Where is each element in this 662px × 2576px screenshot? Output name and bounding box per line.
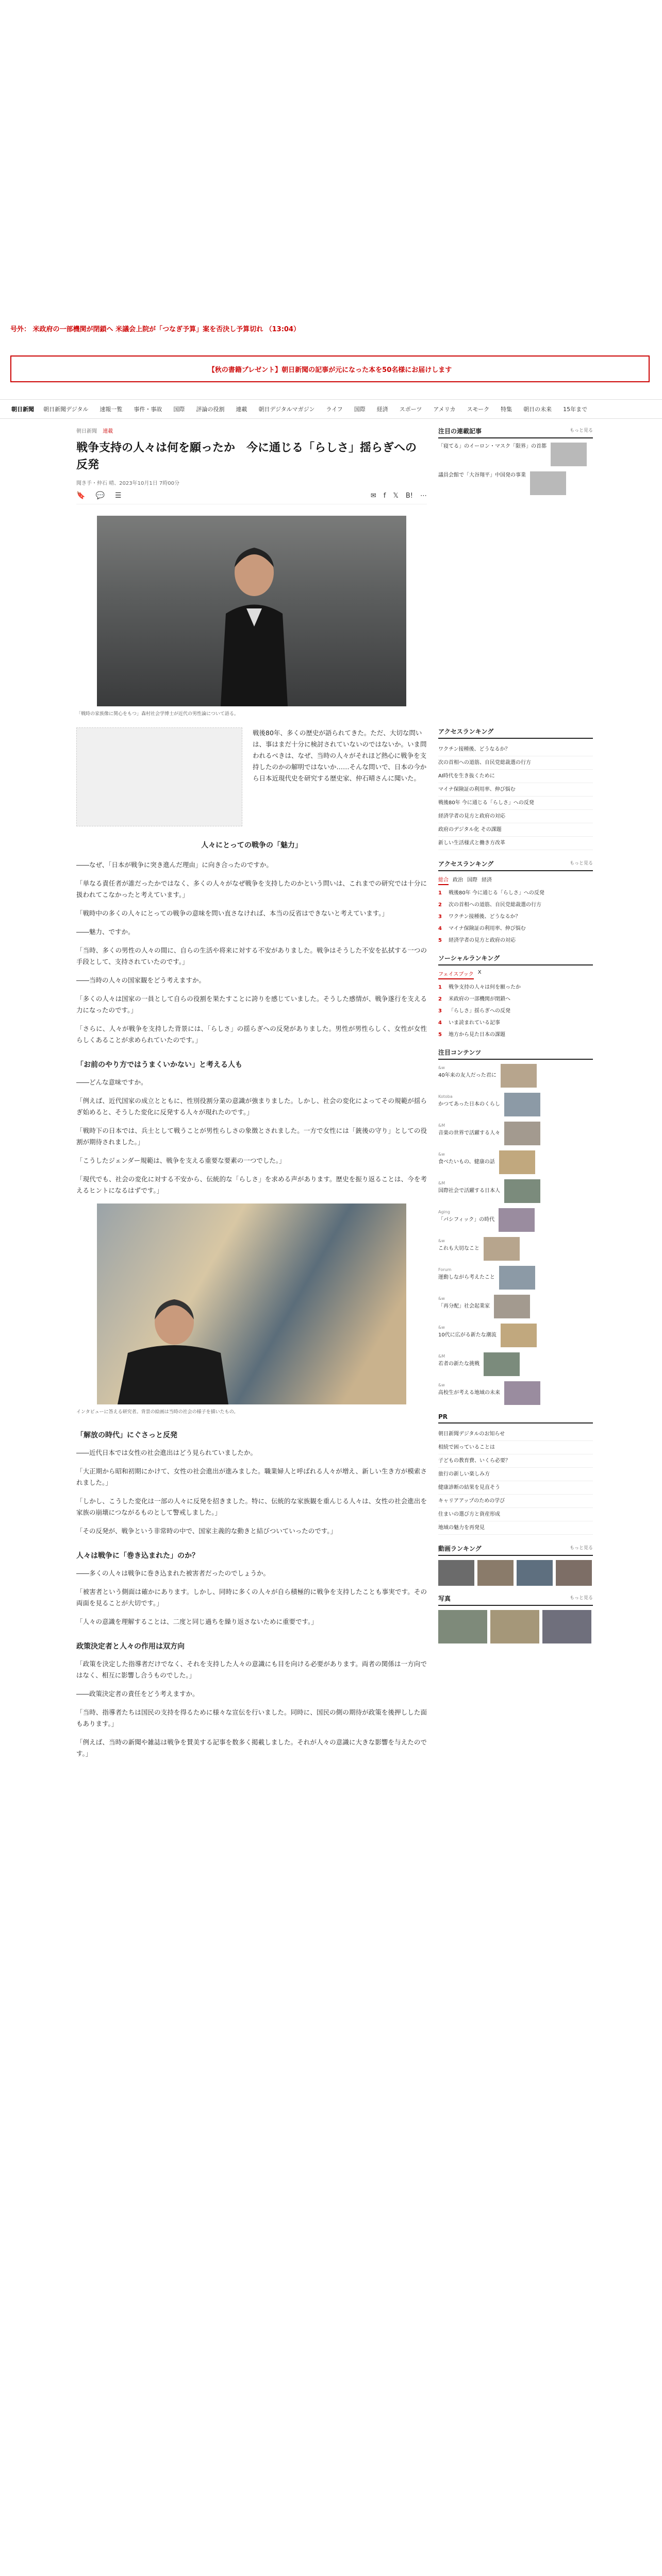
thumbnail — [499, 1208, 535, 1232]
heading-text: ソーシャルランキング — [438, 955, 500, 962]
paragraph: 「例えば、近代国家の成立とともに、性別役割分業の意識が強まりました。しかし、社会の変化によってその規範が揺らぎ始めると、そうした変化に反発する人々が現れたのです。」 — [76, 1097, 427, 1116]
list-item[interactable] — [438, 889, 593, 897]
nav-item[interactable]: 国際 — [354, 406, 366, 413]
list-item[interactable] — [438, 1007, 593, 1015]
social-tabs — [438, 970, 593, 979]
tab-facebook[interactable]: フェイスブック — [438, 970, 474, 979]
facebook-icon[interactable]: f — [383, 492, 386, 500]
content-title: これも大切なこと — [438, 1246, 479, 1251]
list-item[interactable] — [438, 995, 593, 1003]
nav-item[interactable]: 朝日新聞デジタル — [43, 406, 89, 413]
bookmark-icon[interactable]: 🔖 — [76, 492, 86, 500]
thumbnail — [504, 1179, 540, 1203]
paragraph: ――魅力、ですか。 — [76, 928, 135, 936]
heading-text: PR — [438, 1413, 448, 1420]
list-item[interactable]: 政府のデジタル化 その課題 — [438, 823, 593, 837]
content-source: &w — [438, 1065, 445, 1070]
lead-block — [76, 727, 427, 826]
content-source: &M — [438, 1123, 445, 1128]
list-item[interactable]: 朝日新聞デジタルのお知らせ — [438, 1428, 593, 1441]
list-item[interactable] — [438, 925, 593, 933]
rank-number: 1 — [438, 890, 442, 896]
item-text: 次の首相への道筋、自民党総裁選の行方 — [449, 902, 541, 908]
paragraph: ――近代日本では女性の社会進出はどう見られていましたか。 — [76, 1449, 257, 1456]
tab-economy[interactable]: 経済 — [482, 877, 492, 883]
paragraph: ――政策決定者の責任をどう考えますか。 — [76, 1690, 199, 1698]
nav-item[interactable]: 連載 — [236, 406, 247, 413]
nav-item[interactable]: スモーク — [467, 406, 490, 413]
list-item[interactable] — [438, 1031, 593, 1039]
list-item[interactable]: マイナ保険証の利用率、伸び悩む — [438, 783, 593, 796]
sidebar-heading — [438, 1594, 593, 1606]
content-source: &M — [438, 1181, 445, 1185]
list-item[interactable] — [438, 913, 593, 921]
content-source: &M — [438, 1354, 445, 1359]
nav-item[interactable]: 速報一覧 — [100, 406, 123, 413]
article-main — [76, 427, 427, 1767]
article-photo-2 — [97, 1204, 406, 1404]
rank-number: 1 — [438, 985, 442, 990]
paragraph: 「例えば、当時の新聞や雑誌は戦争を賛美する記事を数多く掲載しました。それが人々の意識に大きな影響を与えたのです。」 — [76, 1738, 427, 1757]
paragraph: 「政策を決定した指導者だけでなく、それを支持した人々の意識にも目を向ける必要があります。両者の関係は一方向ではなく、相互に影響し合うものでした。」 — [76, 1660, 427, 1679]
rank-number: 3 — [438, 914, 442, 920]
content-item[interactable] — [438, 1324, 593, 1347]
hatena-icon[interactable]: B! — [405, 492, 413, 500]
nav-item[interactable]: 朝日の未来 — [523, 406, 552, 413]
content-source: Forum — [438, 1267, 452, 1272]
ranking-list — [438, 743, 593, 850]
list-item[interactable]: 新しい生活様式と働き方改革 — [438, 837, 593, 850]
item-text: 戦後80年 今に通じる「らしさ」への反発 — [449, 890, 544, 896]
section-heading: 人々にとっての戦争の「魅力」 — [201, 841, 302, 850]
paragraph: 「さらに、人々が戦争を支持した背景には、「らしさ」の揺らぎへの反発がありました。男性が男性らしく、女性が女性らしくあることが求められていたのです。」 — [76, 1025, 427, 1044]
article-title: 戦争支持の人々は何を願ったか 今に通じる「らしさ」揺らぎへの反発 — [76, 441, 417, 471]
paragraph: 「大正期から昭和初期にかけて、女性の社会進出が進みました。職業婦人と呼ばれる人々が増え、新しい生き方が模索されました。」 — [76, 1467, 427, 1486]
video-thumbnails — [438, 1560, 593, 1586]
list-item[interactable]: 次の首相への道筋、自民党総裁選の行方 — [438, 756, 593, 770]
list-item[interactable] — [438, 1019, 593, 1027]
heading-text: アクセスランキング — [438, 728, 494, 735]
pr-list — [438, 1428, 593, 1535]
thumbnail — [501, 1324, 537, 1347]
heading-text: アクセスランキング — [438, 860, 494, 868]
paragraph: ――当時の人々の国家観をどう考えますか。 — [76, 976, 206, 984]
paragraph: ――多くの人々は戦争に巻き込まれた被害者だったのでしょうか。 — [76, 1569, 270, 1577]
content-item[interactable] — [438, 1150, 593, 1174]
content-title: 40年来の友人だった君に — [438, 1073, 496, 1078]
thumbnail — [499, 1150, 535, 1174]
photo-caption: 「戦時の家族像に関心をもつ」森村社会学博士が近代の男性論について語る。 — [76, 711, 239, 717]
ad-space — [76, 727, 242, 826]
thumbnail — [504, 1093, 540, 1116]
paragraph: 「被害者という側面は確かにあります。しかし、同時に多くの人々が自ら積極的に戦争を支持したことも事実です。その両面を見ることが大切です。」 — [76, 1588, 427, 1607]
person-figure-icon — [216, 536, 293, 706]
rank-number: 3 — [438, 1008, 442, 1014]
video-thumbnail[interactable] — [477, 1560, 514, 1586]
item-text: 米政府の一部機関が閉鎖へ — [449, 996, 510, 1002]
thumbnail — [551, 443, 587, 466]
item-text: 経済学者の見方と政府の対応 — [449, 938, 516, 943]
sidebar-heading — [438, 1413, 593, 1423]
item-text: ワクチン接種後、どうなるか？ — [449, 914, 521, 920]
sidebar-heading — [438, 954, 593, 965]
content-title: 「再分配」社会起業家 — [438, 1303, 490, 1309]
content-item[interactable] — [438, 1064, 593, 1088]
item-text: 地方から見た日本の課題 — [449, 1032, 505, 1038]
share-bar — [76, 492, 427, 504]
content-title: 運動しながら考えたこと — [438, 1275, 495, 1280]
paragraph: ――どんな意味ですか。 — [76, 1078, 147, 1086]
content-list — [438, 1064, 593, 1405]
thumbnail — [504, 1122, 540, 1145]
social-list — [438, 984, 593, 1039]
photo-thumbnail[interactable] — [542, 1610, 591, 1643]
thumbnail — [484, 1352, 520, 1376]
content-source: &w — [438, 1239, 445, 1243]
list-item[interactable] — [438, 984, 593, 991]
heading-text: 注目コンテンツ — [438, 1049, 482, 1056]
tab-world[interactable]: 国際 — [467, 877, 477, 883]
list-item[interactable]: キャリアアップのための学び — [438, 1495, 593, 1508]
content-item[interactable] — [438, 1352, 593, 1376]
sidebar — [438, 427, 593, 1643]
sidebar-heading — [438, 859, 593, 871]
nav-item[interactable]: ライフ — [326, 406, 343, 413]
breadcrumb-home[interactable]: 朝日新聞 — [76, 429, 97, 434]
content-title: 高校生が考える地域の未来 — [438, 1390, 500, 1396]
ad-space — [438, 500, 593, 727]
content-item[interactable] — [438, 1208, 593, 1232]
thumbnail — [499, 1266, 535, 1290]
content-item[interactable] — [438, 1122, 593, 1145]
x-icon[interactable]: 𝕏 — [393, 492, 399, 500]
list-item[interactable] — [438, 471, 593, 495]
list-item[interactable] — [438, 443, 593, 466]
main-nav — [0, 399, 662, 419]
byline: 聞き手・仲石 晴、2023年10月1日 7時00分 — [76, 481, 179, 486]
list-item[interactable] — [438, 937, 593, 944]
comment-icon[interactable]: 💬 — [95, 492, 105, 500]
breaking-news-bar[interactable]: 号外： 米政府の一部機関が閉鎖へ 米議会上院が「つなぎ予算」案を否決し予算切れ （13:04） — [10, 326, 300, 333]
breaking-time: （13:04） — [265, 326, 300, 333]
content-item[interactable] — [438, 1237, 593, 1261]
content-title: 「パシフィック」の時代 — [438, 1217, 495, 1223]
nav-item[interactable]: 朝日デジタルマガジン — [258, 406, 315, 413]
thumbnail — [501, 1064, 537, 1088]
paragraph: 「その反発が、戦争という非常時の中で、国家主義的な動きと結びついていったのです。」 — [76, 1527, 337, 1535]
rank-number: 4 — [438, 1020, 442, 1026]
rank-number: 5 — [438, 1032, 442, 1038]
breadcrumb — [76, 427, 427, 434]
heading-text: 動画ランキング — [438, 1545, 482, 1552]
rank-number: 5 — [438, 938, 442, 943]
tab-politics[interactable]: 政治 — [453, 877, 463, 883]
breaking-text: 米政府の一部機関が閉鎖へ 米議会上院が「つなぎ予算」案を否決し予算切れ — [32, 326, 263, 333]
list-item[interactable]: 経済学者の見方と政府の対応 — [438, 810, 593, 823]
thumbnail — [530, 471, 566, 495]
rank-number: 2 — [438, 902, 442, 908]
content-source: Kotoba — [438, 1094, 453, 1099]
item-text: マイナ保険証の利用率、伸び悩む — [449, 926, 526, 931]
video-thumbnail[interactable] — [556, 1560, 592, 1586]
list-item[interactable]: 子どもの教育費、いくら必要？ — [438, 1454, 593, 1468]
nav-item[interactable]: 事件・事故 — [134, 406, 162, 413]
content-title: 若者の新たな挑戦 — [438, 1361, 479, 1367]
paragraph: 「しかし、こうした変化は一部の人々に反発を招きました。特に、伝統的な家族観を重んじる人々は、女性の社会進出を家族の崩壊につながるものとして警戒しました。」 — [76, 1497, 427, 1516]
more-link[interactable]: もっと見る — [569, 428, 593, 433]
sidebar-heading — [438, 1544, 593, 1556]
nav-item[interactable]: 国際 — [173, 406, 185, 413]
item-text: 議員会館で「大谷翔平」中国発の事業 — [438, 472, 526, 478]
list-item[interactable] — [438, 901, 593, 909]
content-item[interactable] — [438, 1266, 593, 1290]
thumbnail — [494, 1295, 530, 1318]
content-item[interactable] — [438, 1093, 593, 1116]
photo-thumbnail[interactable] — [438, 1610, 487, 1643]
content-source: &w — [438, 1152, 445, 1157]
content-item[interactable] — [438, 1179, 593, 1203]
breaking-label: 号外 — [10, 326, 24, 333]
more-link[interactable]: もっと見る — [569, 1596, 593, 1601]
paragraph: 「人々の意識を理解することは、二度と同じ過ちを繰り返さないために重要です。」 — [76, 1618, 318, 1625]
content-source: Aging — [438, 1210, 450, 1214]
video-thumbnail[interactable] — [438, 1560, 474, 1586]
content-item[interactable] — [438, 1381, 593, 1405]
rank-number: 4 — [438, 926, 442, 931]
content-title: 10代に広がる新たな潮流 — [438, 1332, 496, 1338]
video-thumbnail[interactable] — [517, 1560, 553, 1586]
content-source: &w — [438, 1325, 445, 1330]
section-heading: 「お前のやり方ではうまくいかない」と考える人も — [76, 1061, 242, 1069]
nav-item[interactable]: 特集 — [501, 406, 512, 413]
content-title: 食べたいもの、健康の話 — [438, 1159, 495, 1165]
content-title: かつてあった日本のくらし — [438, 1101, 500, 1107]
paragraph: 「当時、多くの男性の人々の間に、自らの生活や将来に対する不安がありました。戦争はそうした不安を払拭する一つの手段として、支持されていたのです。」 — [76, 946, 427, 965]
heading-text: 注目の連載記事 — [438, 428, 482, 435]
campaign-banner[interactable] — [10, 355, 650, 382]
content-title: 国際社会で活躍する日本人 — [438, 1188, 500, 1194]
item-text: 戦争支持の人々は何を願ったか — [449, 985, 521, 990]
photo-caption: インタビューに答える研究者。背景の絵画は当時の社会の様子を描いたもの。 — [76, 1410, 239, 1415]
tab-x[interactable]: X — [477, 970, 482, 975]
campaign-text: 【秋の書籍プレゼント】朝日新聞の記事が元になった本を50名様にお届けします — [208, 366, 452, 374]
content-source: &w — [438, 1296, 445, 1301]
paragraph: 「こうしたジェンダー規範は、戦争を支える重要な要素の一つでした。」 — [76, 1157, 286, 1164]
nav-item[interactable]: スポーツ — [399, 406, 422, 413]
person-figure-icon — [97, 1291, 231, 1404]
sidebar-heading — [438, 1048, 593, 1060]
nav-brand[interactable]: 朝日新聞 — [11, 406, 34, 413]
content-source: &w — [438, 1383, 445, 1387]
thumbnail — [484, 1237, 520, 1261]
heading-text: 写真 — [438, 1595, 451, 1602]
paragraph: 「戦時中の多くの人々にとっての戦争の意味を問い直さなければ、本当の反省はできないと考えています。」 — [76, 909, 389, 917]
mail-icon[interactable]: ✉ — [370, 492, 376, 500]
list-item[interactable]: 戦後80年 今に通じる「らしさ」への反発 — [438, 796, 593, 810]
more-icon[interactable]: ⋯ — [420, 492, 427, 500]
paragraph: ――なぜ、「日本が戦争に突き進んだ理由」に向き合ったのですか。 — [76, 861, 273, 869]
more-link[interactable]: もっと見る — [569, 1546, 593, 1551]
photo-thumbnail[interactable] — [490, 1610, 539, 1643]
content-title: 音楽の世界で活躍する人々 — [438, 1130, 500, 1136]
rank-number: 2 — [438, 996, 442, 1002]
content-item[interactable] — [438, 1295, 593, 1318]
section-heading: 「解放の時代」にぐさっと反発 — [76, 1431, 177, 1439]
sidebar-heading — [438, 727, 593, 739]
item-text: 「寝てる」のイーロン・マスク「限界」の首都 — [438, 444, 547, 449]
article-photo — [97, 516, 406, 706]
nav-item[interactable]: 経済 — [376, 406, 388, 413]
list-item[interactable]: 住まいの選び方と資産形成 — [438, 1508, 593, 1521]
list-icon[interactable]: ☰ — [114, 492, 122, 500]
list-item[interactable]: 旅行の新しい楽しみ方 — [438, 1468, 593, 1481]
nav-item[interactable]: アメリカ — [433, 406, 456, 413]
list-item[interactable]: ワクチン接種後、どうなるか？ — [438, 743, 593, 756]
section-heading: 人々は戦争に「巻き込まれた」のか？ — [76, 1552, 199, 1560]
paragraph: 「戦時下の日本では、兵士として戦うことが男性らしさの象徴とされました。一方で女性には「銃後の守り」としての役割が期待されました。」 — [76, 1127, 427, 1146]
ranking-tabs — [438, 875, 593, 885]
paragraph: 「当時、指導者たちは国民の支持を得るために様々な宣伝を行いました。同時に、国民の側の期待が政策を後押しした面もあります。」 — [76, 1708, 427, 1727]
thumbnail — [504, 1381, 540, 1405]
nav-item[interactable]: 15年まで — [563, 406, 588, 413]
list-item[interactable]: 相続で困っていることは — [438, 1441, 593, 1454]
paragraph: 「現代でも、社会の変化に対する不安から、伝統的な「らしさ」を求める声があります。歴史を振り返ることは、今を考えるヒントになるはずです。」 — [76, 1175, 427, 1194]
ranking-list — [438, 889, 593, 944]
list-item[interactable]: 健康診断の結果を見直そう — [438, 1481, 593, 1495]
list-item[interactable]: 地域の魅力を再発見 — [438, 1521, 593, 1535]
list-item[interactable]: AI時代を生き抜くために — [438, 770, 593, 783]
section-heading: 政策決定者と人々の作用は双方向 — [76, 1642, 185, 1651]
sidebar-heading — [438, 427, 593, 438]
item-text: 「らしさ」揺らぎへの反発 — [449, 1008, 510, 1014]
top-blank-area — [0, 0, 662, 155]
paragraph: 「多くの人々は国家の一員として自らの役割を果たすことに誇りを感じていました。そうした感情が、戦争遂行を支える力になったのです。」 — [76, 995, 427, 1014]
more-link[interactable]: もっと見る — [569, 861, 593, 866]
paragraph: 「単なる責任者が誰だったかではなく、多くの人々がなぜ戦争を支持したのかという問いは、これまでの研究では十分に扱われてこなかったと考えています。」 — [76, 879, 427, 899]
lead-text: 戦後80年、多くの歴史が語られてきた。ただ、大切な問いは、事はまだ十分に検討されていないのではないか。いま問われるべきは、なぜ、当時の人々がそれほど熱心に戦争を支持したのかの解明ではないか……そんな問いで、日本の今から日本近現代史を研究する歴史家、仲石晴さんに聞いた。 — [253, 729, 427, 782]
item-text: いま読まれている記事 — [449, 1020, 500, 1026]
photo-thumbnails — [438, 1610, 593, 1643]
article-tag[interactable]: 連載 — [103, 429, 113, 434]
nav-item[interactable]: 評論の役割 — [196, 406, 225, 413]
tab-all[interactable]: 総合 — [438, 875, 449, 885]
